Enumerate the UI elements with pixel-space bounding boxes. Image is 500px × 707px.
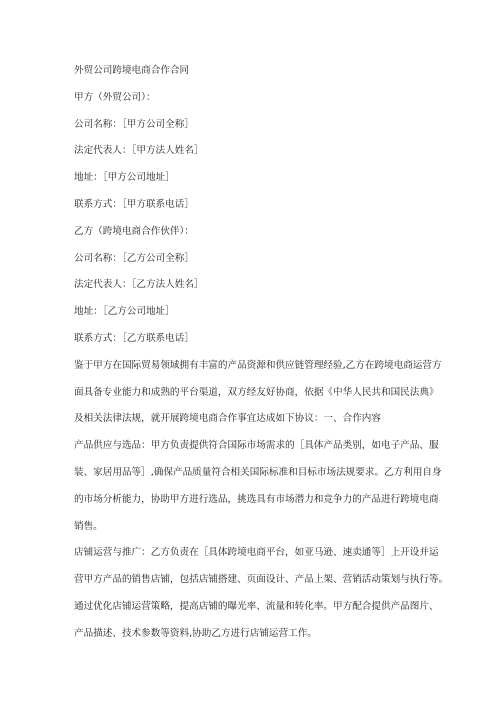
party-a-company: 公司名称：［甲方公司全称］ — [74, 118, 194, 130]
paragraph-line: 销售。 — [74, 520, 103, 532]
party-a-contact: 联系方式：［甲方联系电话］ — [74, 198, 194, 210]
paragraph-line: 产品描述、技术参数等资料,协助乙方进行店铺运营工作。 — [74, 627, 317, 639]
document-body — [74, 64, 449, 654]
paragraph-line: 装、家居用品等］,确保产品质量符合相关国际标准和目标市场法规要求。乙方利用自身 — [74, 466, 442, 478]
paragraph-line: 店铺运营与推广：乙方负责在［具体跨境电商平台，如亚马逊、速卖通等］上开设并运 — [74, 547, 439, 559]
party-a-heading: 甲方（外贸公司）： — [74, 91, 156, 103]
section-1-paragraph — [74, 439, 442, 532]
paragraph-line: 及相关法律法规，就开展跨境电商合作事宜达成如下协议：一、合作内容 — [74, 413, 381, 425]
party-a-address: 地址：［甲方公司地址］ — [74, 172, 175, 184]
paragraph-line: 通过优化店铺运营策略，提高店铺的曝光率、流量和转化率。甲方配合提供产品图片、 — [74, 600, 439, 612]
paragraph-line: 的市场分析能力，协助甲方进行选品，挑选具有市场潜力和竞争力的产品进行跨境电商 — [74, 493, 439, 505]
party-a-legal-rep: 法定代表人：［甲方法人姓名］ — [74, 145, 204, 157]
preamble-paragraph — [74, 359, 442, 426]
paragraph-line: 面具备专业能力和成熟的平台渠道，双方经友好协商，依据《中华人民共和国民法典》 — [74, 386, 439, 398]
paragraph-line: 营甲方产品的销售店铺，包括店铺搭建、页面设计、产品上架、营销活动策划与执行等。 — [74, 574, 449, 586]
party-b-address: 地址：［乙方公司地址］ — [74, 306, 175, 318]
paragraph-line: 产品供应与选品：甲方负责提供符合国际市场需求的［具体产品类别，如电子产品、服 — [74, 440, 439, 452]
party-b-company: 公司名称：［乙方公司全称］ — [74, 252, 194, 264]
section-2-paragraph — [74, 546, 449, 639]
party-b-legal-rep: 法定代表人：［乙方法人姓名］ — [74, 279, 204, 291]
document-title: 外贸公司跨境电商合作合同 — [74, 65, 190, 76]
paragraph-line: 鉴于甲方在国际贸易领域拥有丰富的产品资源和供应链管理经验,乙方在跨境电商运营方 — [74, 359, 442, 371]
party-b-contact: 联系方式：［乙方联系电话］ — [74, 332, 194, 344]
party-b-heading: 乙方（跨境电商合作伙伴）： — [74, 225, 194, 237]
